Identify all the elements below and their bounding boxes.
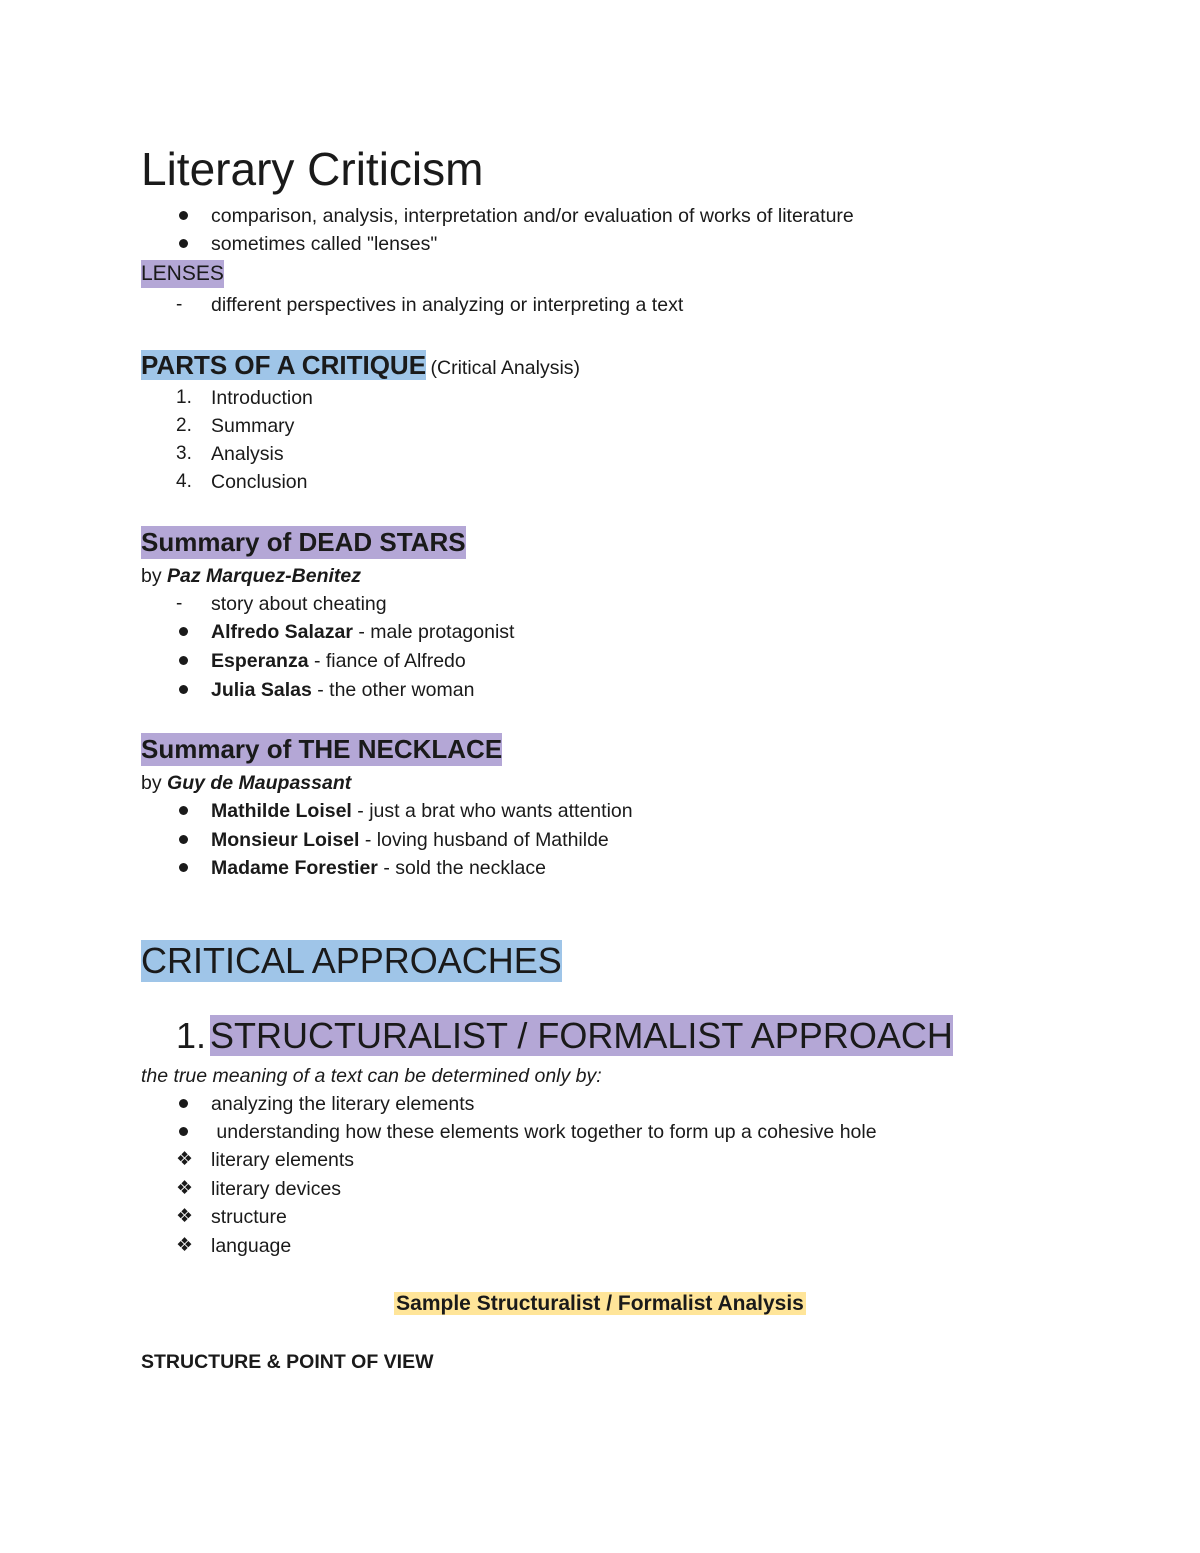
list-item bbox=[0, 1175, 1000, 1203]
diamond-bullet-icon: ❖ bbox=[176, 1235, 194, 1256]
character-item bbox=[0, 647, 1000, 675]
sample-analysis-label: Sample Structuralist / Formalist Analysis bbox=[396, 1292, 804, 1315]
numbered-item bbox=[0, 412, 1000, 440]
approach-intro: the true meaning of a text can be determined only by: bbox=[141, 1065, 602, 1087]
by-label: by bbox=[141, 565, 162, 587]
numbered-item bbox=[0, 440, 1000, 468]
dead-stars-heading: Summary of DEAD STARS bbox=[141, 527, 466, 557]
list-item-text: structure bbox=[211, 1206, 287, 1228]
dash-marker: - bbox=[176, 593, 183, 614]
item-number: 4. bbox=[176, 471, 192, 492]
list-item-text: literary elements bbox=[211, 1149, 355, 1171]
list-item-text: different perspectives in analyzing or interpreting a text bbox=[211, 294, 684, 316]
item-label: Analysis bbox=[211, 443, 284, 465]
character-desc: - just a brat who wants attention bbox=[351, 800, 633, 822]
item-number: 3. bbox=[176, 443, 192, 464]
bullet-dot-icon bbox=[179, 863, 188, 872]
sample-label-row bbox=[0, 1289, 1200, 1321]
list-item-text: story about cheating bbox=[211, 593, 387, 615]
character-entry bbox=[211, 618, 514, 646]
critical-approaches-heading: CRITICAL APPROACHES bbox=[141, 940, 562, 981]
list-item-text: analyzing the literary elements bbox=[211, 1093, 475, 1115]
bullet-dot-icon bbox=[179, 211, 188, 220]
list-item bbox=[0, 1090, 1000, 1118]
character-desc: - fiance of Alfredo bbox=[308, 650, 466, 672]
character-desc: - male protagonist bbox=[352, 621, 515, 643]
list-item bbox=[0, 291, 1000, 319]
dash-marker: - bbox=[176, 294, 183, 315]
bullet-dot-icon bbox=[179, 1127, 188, 1136]
author-name: Guy de Maupassant bbox=[167, 772, 352, 794]
character-name: Mathilde Loisel bbox=[211, 800, 352, 822]
by-label: by bbox=[141, 772, 162, 794]
author-name: Paz Marquez-Benitez bbox=[167, 565, 361, 587]
character-desc: - loving husband of Mathilde bbox=[359, 829, 609, 851]
character-item bbox=[0, 797, 1000, 825]
approach-heading-line bbox=[176, 1015, 953, 1057]
item-number: 1. bbox=[176, 387, 192, 408]
bullet-dot-icon bbox=[179, 239, 188, 248]
page-title: Literary Criticism bbox=[141, 143, 484, 195]
character-entry bbox=[211, 826, 609, 854]
bullet-dot-icon bbox=[179, 656, 188, 665]
parts-heading: PARTS OF A CRITIQUE bbox=[141, 350, 427, 380]
necklace-byline bbox=[141, 769, 351, 797]
item-label: Introduction bbox=[211, 387, 313, 409]
structure-pov-heading: STRUCTURE & POINT OF VIEW bbox=[141, 1351, 434, 1373]
diamond-bullet-icon: ❖ bbox=[176, 1206, 194, 1227]
character-desc: - the other woman bbox=[311, 679, 475, 701]
diamond-bullet-icon: ❖ bbox=[176, 1149, 194, 1170]
list-item-text: understanding how these elements work together to form up a cohesive hole bbox=[211, 1121, 877, 1143]
character-item bbox=[0, 826, 1000, 854]
character-name: Madame Forestier bbox=[211, 857, 378, 879]
list-item bbox=[0, 1146, 1000, 1174]
approach-number: 1. bbox=[176, 1015, 207, 1056]
item-label: Conclusion bbox=[211, 471, 308, 493]
character-item bbox=[0, 676, 1000, 704]
bullet-dot-icon bbox=[179, 835, 188, 844]
parts-heading-line bbox=[141, 348, 580, 387]
character-item bbox=[0, 854, 1000, 882]
lenses-heading: LENSES bbox=[141, 260, 224, 288]
numbered-item bbox=[0, 468, 1000, 496]
list-item bbox=[0, 1232, 1000, 1260]
necklace-heading: Summary of THE NECKLACE bbox=[141, 734, 503, 764]
character-entry bbox=[211, 797, 633, 825]
bullet-dot-icon bbox=[179, 627, 188, 636]
character-name: Esperanza bbox=[211, 650, 309, 672]
character-entry bbox=[211, 854, 546, 882]
bullet-dot-icon bbox=[179, 685, 188, 694]
numbered-item bbox=[0, 384, 1000, 412]
item-number: 2. bbox=[176, 415, 192, 436]
character-desc: - sold the necklace bbox=[377, 857, 546, 879]
list-item-text: comparison, analysis, interpretation and/or evaluation of works of literature bbox=[211, 205, 854, 227]
approach-title: STRUCTURALIST / FORMALIST APPROACH bbox=[210, 1015, 953, 1056]
bullet-dot-icon bbox=[179, 1099, 188, 1108]
dead-stars-byline bbox=[141, 562, 361, 590]
list-item-text: literary devices bbox=[211, 1178, 342, 1200]
item-label: Summary bbox=[211, 415, 295, 437]
list-item bbox=[0, 1203, 1000, 1231]
character-name: Monsieur Loisel bbox=[211, 829, 360, 851]
list-item bbox=[0, 230, 1000, 258]
character-name: Alfredo Salazar bbox=[211, 621, 353, 643]
bullet-dot-icon bbox=[179, 806, 188, 815]
list-item bbox=[0, 590, 1000, 618]
list-item-text: sometimes called "lenses" bbox=[211, 233, 438, 255]
list-item-text: language bbox=[211, 1235, 292, 1257]
parts-subheading: (Critical Analysis) bbox=[430, 357, 581, 379]
character-entry bbox=[211, 676, 474, 704]
list-item bbox=[0, 202, 1000, 230]
character-name: Julia Salas bbox=[211, 679, 312, 701]
diamond-bullet-icon: ❖ bbox=[176, 1178, 194, 1199]
character-entry bbox=[211, 647, 466, 675]
list-item bbox=[0, 1118, 1000, 1146]
character-item bbox=[0, 618, 1000, 646]
